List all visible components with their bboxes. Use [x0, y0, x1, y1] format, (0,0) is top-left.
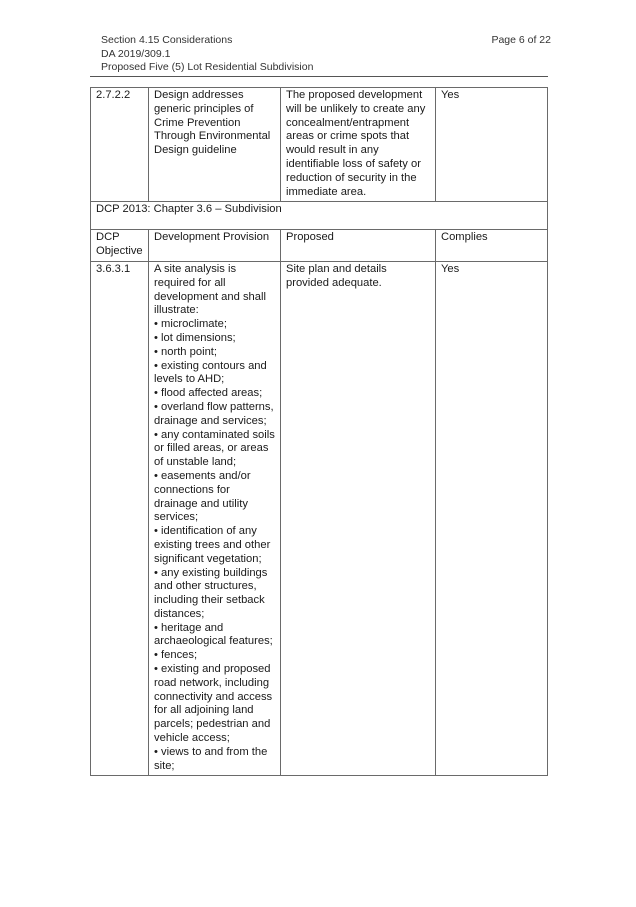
list-item: • north point;	[154, 346, 275, 360]
section-heading: DCP 2013: Chapter 3.6 – Subdivision	[91, 202, 548, 230]
list-item: • fences;	[154, 649, 275, 663]
page-header	[101, 34, 551, 75]
list-item: • any existing buildings and other structures, including their setback distances;	[154, 567, 275, 622]
page-number: Page 6 of 22	[491, 34, 551, 46]
list-item: • microclimate;	[154, 318, 275, 332]
header-da-number: DA 2019/309.1	[101, 47, 171, 60]
column-header-row	[91, 230, 548, 262]
section-heading-row	[91, 202, 548, 230]
table-row	[91, 88, 548, 202]
provision-cell: Design addresses generic principles of Crime Prevention Through Environmental Design guideline	[149, 88, 281, 202]
list-item: • existing and proposed road network, including connectivity and access for all adjoining land parcels; pedestrian and vehicle access;	[154, 663, 275, 746]
column-header-proposed: Proposed	[281, 230, 436, 262]
list-item: • flood affected areas;	[154, 387, 275, 401]
header-proposal: Proposed Five (5) Lot Residential Subdivision	[101, 61, 314, 73]
column-header-complies: Complies	[436, 230, 548, 262]
list-item: • views to and from the site;	[154, 746, 275, 774]
list-item: • existing contours and levels to AHD;	[154, 360, 275, 388]
proposed-cell: The proposed development will be unlikely to create any concealment/entrapment areas or crime spots that would result in any identifiable loss of safety or reduction of security in the immediate area.	[281, 88, 436, 202]
proposed-cell: Site plan and details provided adequate.	[281, 261, 436, 775]
list-item: • heritage and archaeological features;	[154, 622, 275, 650]
objective-cell: 2.7.2.2	[91, 88, 149, 202]
complies-cell: Yes	[436, 261, 548, 775]
site-analysis-list	[154, 318, 275, 773]
column-header-objective: DCP Objective	[91, 230, 149, 262]
provision-intro: A site analysis is required for all development and shall illustrate:	[154, 262, 266, 317]
list-item: • lot dimensions;	[154, 332, 275, 346]
compliance-table	[90, 87, 548, 776]
list-item: • easements and/or connections for drainage and utility services;	[154, 470, 275, 525]
list-item: • overland flow patterns, drainage and services;	[154, 401, 275, 429]
column-header-provision: Development Provision	[149, 230, 281, 262]
provision-cell	[149, 261, 281, 775]
table-row	[91, 261, 548, 775]
header-divider	[90, 76, 548, 77]
header-section-title: Section 4.15 Considerations	[101, 34, 233, 46]
list-item: • any contaminated soils or filled areas, or areas of unstable land;	[154, 429, 275, 470]
list-item: • identification of any existing trees and other significant vegetation;	[154, 525, 275, 566]
objective-cell: 3.6.3.1	[91, 261, 149, 775]
complies-cell: Yes	[436, 88, 548, 202]
